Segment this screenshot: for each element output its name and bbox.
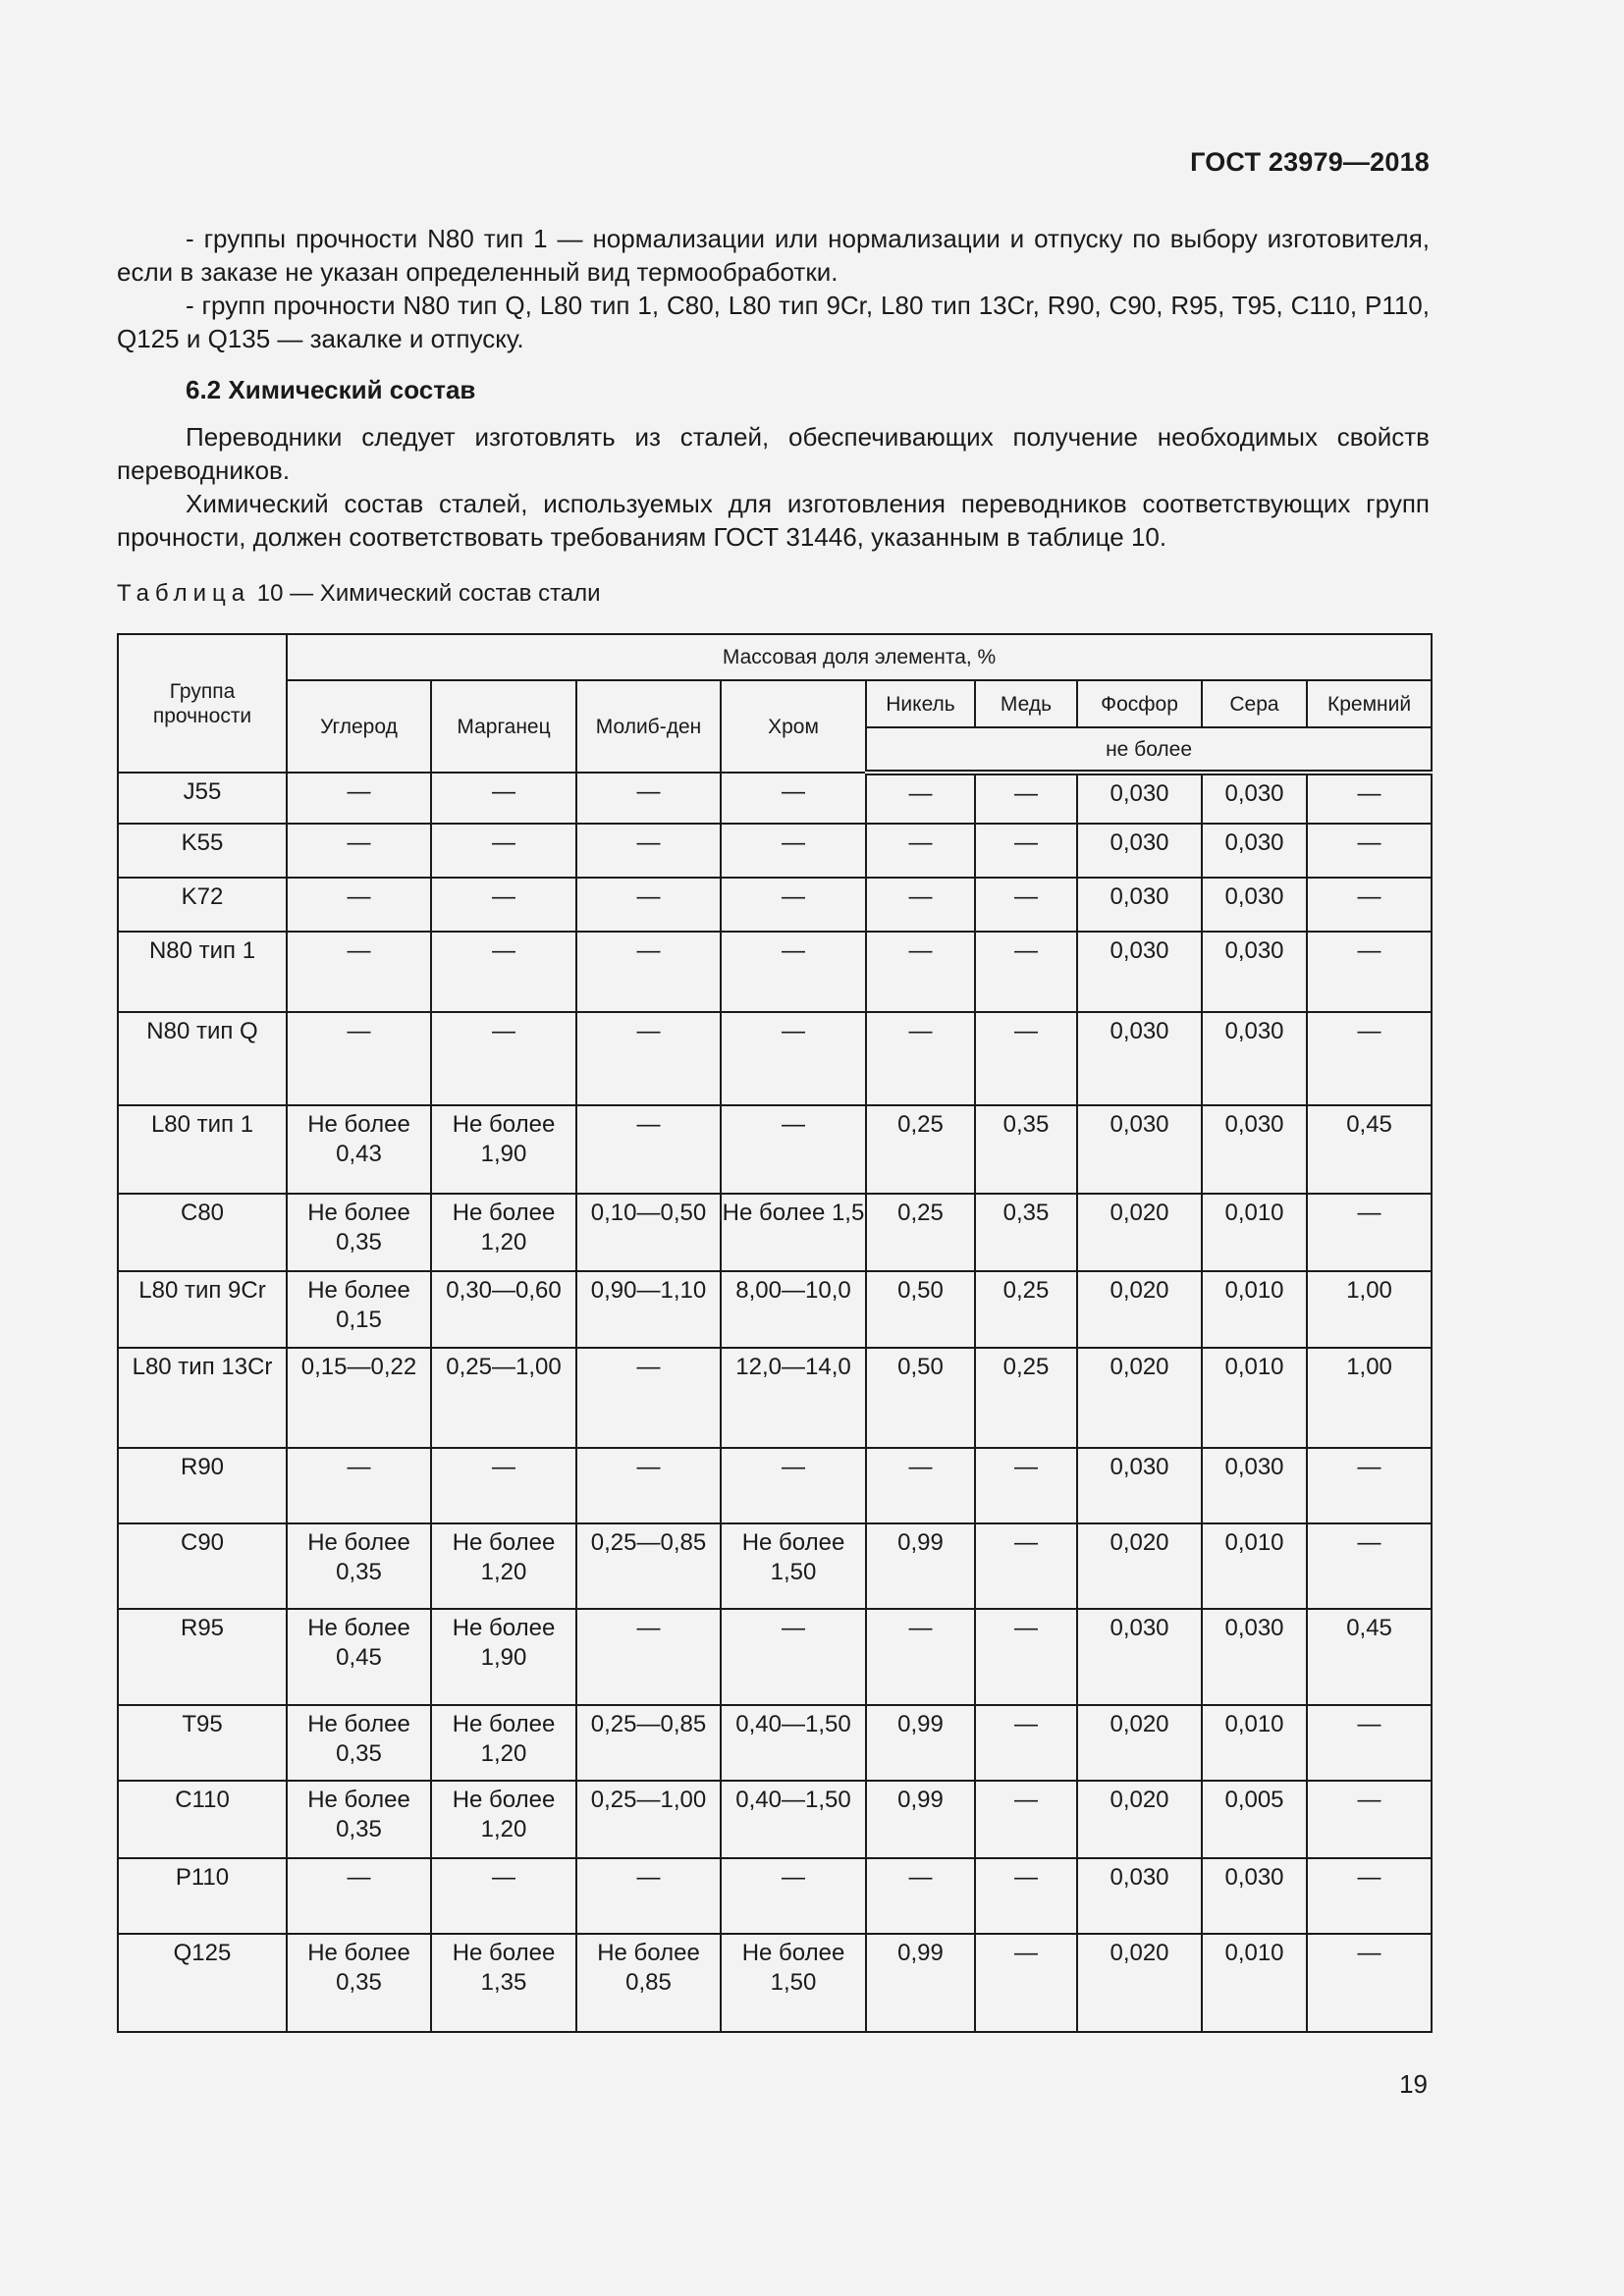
table-cell: — <box>1307 1194 1432 1271</box>
table-cell: 0,25 <box>866 1105 975 1194</box>
table-cell: — <box>975 1705 1077 1781</box>
table-cell: — <box>576 1448 721 1523</box>
table-cell: — <box>975 824 1077 878</box>
table-cell: 0,030 <box>1202 1609 1307 1705</box>
table-cell: — <box>576 932 721 1012</box>
table-cell: — <box>721 773 866 824</box>
table-cell: 0,50 <box>866 1348 975 1448</box>
table-cell: 0,030 <box>1077 773 1202 824</box>
table-cell: — <box>975 1934 1077 2032</box>
table-cell: — <box>431 932 576 1012</box>
table-cell: 1,00 <box>1307 1348 1432 1448</box>
table-cell: — <box>866 932 975 1012</box>
cell-group: N80 тип Q <box>118 1012 287 1105</box>
table-cell: — <box>975 773 1077 824</box>
table-cell: — <box>287 773 431 824</box>
table-cell: — <box>975 1781 1077 1858</box>
table-row <box>118 824 1432 878</box>
document-id: ГОСТ 23979—2018 <box>1190 147 1430 177</box>
table-cell: 0,25—1,00 <box>431 1348 576 1448</box>
cell-group: C110 <box>118 1781 287 1858</box>
table-cell: 0,030 <box>1077 1105 1202 1194</box>
table-cell: 1,00 <box>1307 1271 1432 1348</box>
cell-group: L80 тип 13Cr <box>118 1348 287 1448</box>
table-cell: — <box>1307 1934 1432 2032</box>
table-row <box>118 1705 1432 1781</box>
cell-group: Q125 <box>118 1934 287 2032</box>
table-cell: 0,020 <box>1077 1781 1202 1858</box>
table-cell: Не более 0,35 <box>287 1781 431 1858</box>
header-nickel: Никель <box>866 680 975 727</box>
header-manganese: Марганец <box>431 680 576 773</box>
table-cell: — <box>866 1609 975 1705</box>
table-cell: 0,030 <box>1077 932 1202 1012</box>
table-cell: — <box>431 878 576 932</box>
table-caption-text: 10 — Химический состав стали <box>250 580 601 607</box>
table-cell: Не более 0,35 <box>287 1523 431 1609</box>
table-cell: 0,030 <box>1077 1858 1202 1934</box>
table-cell: 0,020 <box>1077 1194 1202 1271</box>
table-cell: — <box>721 1609 866 1705</box>
table-cell: — <box>287 1012 431 1105</box>
table-cell: — <box>975 878 1077 932</box>
table-cell: Не более 0,43 <box>287 1105 431 1194</box>
table-cell: — <box>721 1105 866 1194</box>
table-cell: — <box>431 824 576 878</box>
table-cell: — <box>721 1858 866 1934</box>
cell-group: R90 <box>118 1448 287 1523</box>
cell-group: P110 <box>118 1858 287 1934</box>
cell-group: T95 <box>118 1705 287 1781</box>
table-cell: Не более 0,35 <box>287 1705 431 1781</box>
table-cell: Не более 1,20 <box>431 1194 576 1271</box>
table-cell: 0,90—1,10 <box>576 1271 721 1348</box>
table-cell: 0,40—1,50 <box>721 1705 866 1781</box>
paragraph: Переводники следует изготовлять из сталей, обеспечивающих получение необходимых свойств переводников. <box>117 422 1430 485</box>
table-row <box>118 1271 1432 1348</box>
table-cell: — <box>287 878 431 932</box>
table-cell: 0,15—0,22 <box>287 1348 431 1448</box>
table-cell: — <box>287 824 431 878</box>
table-row <box>118 773 1432 824</box>
table-cell: — <box>287 1858 431 1934</box>
table-cell: Не более 1,90 <box>431 1105 576 1194</box>
table-cell: — <box>431 1448 576 1523</box>
table-cell: 0,020 <box>1077 1348 1202 1448</box>
header-silicon: Кремний <box>1307 680 1432 727</box>
table-cell: 0,25—0,85 <box>576 1523 721 1609</box>
table-row <box>118 1781 1432 1858</box>
table-cell: 0,030 <box>1077 824 1202 878</box>
table-cell: 0,35 <box>975 1194 1077 1271</box>
table-cell: 0,35 <box>975 1105 1077 1194</box>
table-row <box>118 1194 1432 1271</box>
table-cell: 0,25—1,00 <box>576 1781 721 1858</box>
table-cell: — <box>975 1858 1077 1934</box>
table-cell: Не более 1,20 <box>431 1523 576 1609</box>
header-copper: Медь <box>975 680 1077 727</box>
table-cell: — <box>721 932 866 1012</box>
table-cell: 0,45 <box>1307 1105 1432 1194</box>
table-cell: — <box>975 932 1077 1012</box>
table-cell: 0,25 <box>975 1271 1077 1348</box>
cell-group: J55 <box>118 773 287 824</box>
chemical-composition-table <box>117 633 1433 2033</box>
table-cell: — <box>287 932 431 1012</box>
table-cell: 0,030 <box>1202 773 1307 824</box>
table-cell: 12,0—14,0 <box>721 1348 866 1448</box>
table-cell: 0,030 <box>1202 824 1307 878</box>
table-caption <box>117 580 601 608</box>
table-cell: — <box>866 878 975 932</box>
header-max: не более <box>866 727 1432 773</box>
table-cell: 0,010 <box>1202 1705 1307 1781</box>
table-cell: — <box>866 1012 975 1105</box>
cell-group: L80 тип 9Cr <box>118 1271 287 1348</box>
table-cell: 0,99 <box>866 1705 975 1781</box>
table-cell: — <box>866 1448 975 1523</box>
table-row <box>118 1609 1432 1705</box>
table-cell: Не более 1,90 <box>431 1609 576 1705</box>
table-cell: 0,030 <box>1077 1448 1202 1523</box>
header-chromium: Хром <box>721 680 866 773</box>
table-cell: 0,25—0,85 <box>576 1705 721 1781</box>
table-cell: — <box>431 1858 576 1934</box>
table-cell: — <box>576 1348 721 1448</box>
header-molybdenum: Молиб-ден <box>576 680 721 773</box>
paragraph: - группы прочности N80 тип 1 — нормализации или нормализации и отпуску по выбору изготовителя, если в заказе не указан определенный вид термообработки. <box>117 224 1430 287</box>
table-cell: — <box>1307 932 1432 1012</box>
table-cell: 0,005 <box>1202 1781 1307 1858</box>
table-cell: Не более 1,50 <box>721 1934 866 2032</box>
table-cell: Не более 0,35 <box>287 1194 431 1271</box>
table-cell: — <box>975 1523 1077 1609</box>
table-cell: 8,00—10,0 <box>721 1271 866 1348</box>
table-cell: — <box>1307 1012 1432 1105</box>
body-text <box>117 222 1430 554</box>
table-cell: Не более 0,15 <box>287 1271 431 1348</box>
table-row <box>118 878 1432 932</box>
table-cell: 0,45 <box>1307 1609 1432 1705</box>
table-cell: 0,30—0,60 <box>431 1271 576 1348</box>
table-cell: — <box>721 824 866 878</box>
table-cell: Не более 1,50 <box>721 1523 866 1609</box>
header-mass-fraction: Массовая доля элемента, % <box>287 634 1432 680</box>
table-caption-label: Таблица <box>117 580 251 607</box>
table-cell: 0,99 <box>866 1523 975 1609</box>
table-cell: — <box>576 878 721 932</box>
header-carbon: Углерод <box>287 680 431 773</box>
table-cell: — <box>721 1012 866 1105</box>
table-cell: 0,010 <box>1202 1348 1307 1448</box>
table-row <box>118 1105 1432 1194</box>
table-cell: — <box>576 1858 721 1934</box>
table-cell: Не более 0,45 <box>287 1609 431 1705</box>
table-cell: — <box>1307 1523 1432 1609</box>
section-title: 6.2 Химический состав <box>186 375 476 404</box>
table-cell: Не более 1,35 <box>431 1934 576 2032</box>
table-cell: 0,030 <box>1202 1858 1307 1934</box>
table-cell: — <box>1307 1858 1432 1934</box>
table-cell: — <box>975 1012 1077 1105</box>
table-cell: Не более 0,85 <box>576 1934 721 2032</box>
table-cell: 0,020 <box>1077 1271 1202 1348</box>
cell-group: K72 <box>118 878 287 932</box>
table-cell: — <box>975 1609 1077 1705</box>
table-cell: — <box>576 773 721 824</box>
table-cell: 0,030 <box>1202 878 1307 932</box>
table-cell: — <box>576 1609 721 1705</box>
header-group: Группа прочности <box>118 634 287 773</box>
table-cell: — <box>721 1448 866 1523</box>
table-cell: 0,010 <box>1202 1194 1307 1271</box>
table-row <box>118 1012 1432 1105</box>
table-cell: 0,40—1,50 <box>721 1781 866 1858</box>
table-row <box>118 932 1432 1012</box>
table-cell: 0,030 <box>1077 1609 1202 1705</box>
paragraph: Химический состав сталей, используемых для изготовления переводников соответствующих групп прочности, должен соответствовать требованиям ГОСТ 31446, указанным в таблице 10. <box>117 489 1430 552</box>
table-cell: 0,010 <box>1202 1271 1307 1348</box>
cell-group: L80 тип 1 <box>118 1105 287 1194</box>
table-cell: 0,030 <box>1077 878 1202 932</box>
table-cell: — <box>975 1448 1077 1523</box>
table-row <box>118 1448 1432 1523</box>
table-cell: Не более 1,5 <box>721 1194 866 1271</box>
table-body <box>118 773 1432 2032</box>
table-cell: 0,030 <box>1202 932 1307 1012</box>
table-cell: — <box>866 824 975 878</box>
table-cell: 0,25 <box>866 1194 975 1271</box>
table-cell: — <box>431 1012 576 1105</box>
page-number: 19 <box>1399 2069 1428 2099</box>
table-cell: — <box>1307 1781 1432 1858</box>
table-cell: — <box>866 773 975 824</box>
table-cell: — <box>431 773 576 824</box>
table-cell: 0,10—0,50 <box>576 1194 721 1271</box>
table-row <box>118 1858 1432 1934</box>
table-cell: — <box>721 878 866 932</box>
cell-group: N80 тип 1 <box>118 932 287 1012</box>
cell-group: R95 <box>118 1609 287 1705</box>
header-sulfur: Сера <box>1202 680 1307 727</box>
table-cell: Не более 1,20 <box>431 1781 576 1858</box>
table-cell: — <box>576 1012 721 1105</box>
table-cell: Не более 0,35 <box>287 1934 431 2032</box>
table-cell: 0,030 <box>1202 1012 1307 1105</box>
table-cell: 0,020 <box>1077 1523 1202 1609</box>
table-cell: 0,030 <box>1202 1105 1307 1194</box>
table-cell: 0,010 <box>1202 1523 1307 1609</box>
cell-group: C90 <box>118 1523 287 1609</box>
table-cell: Не более 1,20 <box>431 1705 576 1781</box>
table-cell: — <box>866 1858 975 1934</box>
table-cell: 0,020 <box>1077 1705 1202 1781</box>
table-cell: — <box>1307 878 1432 932</box>
table-cell: 0,020 <box>1077 1934 1202 2032</box>
table-cell: 0,50 <box>866 1271 975 1348</box>
table-cell: 0,25 <box>975 1348 1077 1448</box>
table-cell: — <box>1307 824 1432 878</box>
cell-group: C80 <box>118 1194 287 1271</box>
table-cell: 0,010 <box>1202 1934 1307 2032</box>
table-cell: 0,99 <box>866 1781 975 1858</box>
table-cell: 0,99 <box>866 1934 975 2032</box>
cell-group: K55 <box>118 824 287 878</box>
table-cell: — <box>287 1448 431 1523</box>
table-cell: 0,030 <box>1077 1012 1202 1105</box>
table-cell: — <box>576 824 721 878</box>
table-row <box>118 1934 1432 2032</box>
table-cell: — <box>1307 1448 1432 1523</box>
table-row <box>118 1523 1432 1609</box>
table-cell: — <box>576 1105 721 1194</box>
table-cell: — <box>1307 773 1432 824</box>
header-phosphorus: Фосфор <box>1077 680 1202 727</box>
paragraph: - групп прочности N80 тип Q, L80 тип 1, C80, L80 тип 9Cr, L80 тип 13Cr, R90, C90, R95, T95, C110, P110, Q125 и Q135 — закалке и отпуску. <box>117 291 1430 353</box>
table-cell: — <box>1307 1705 1432 1781</box>
table-cell: 0,030 <box>1202 1448 1307 1523</box>
table-row <box>118 1348 1432 1448</box>
